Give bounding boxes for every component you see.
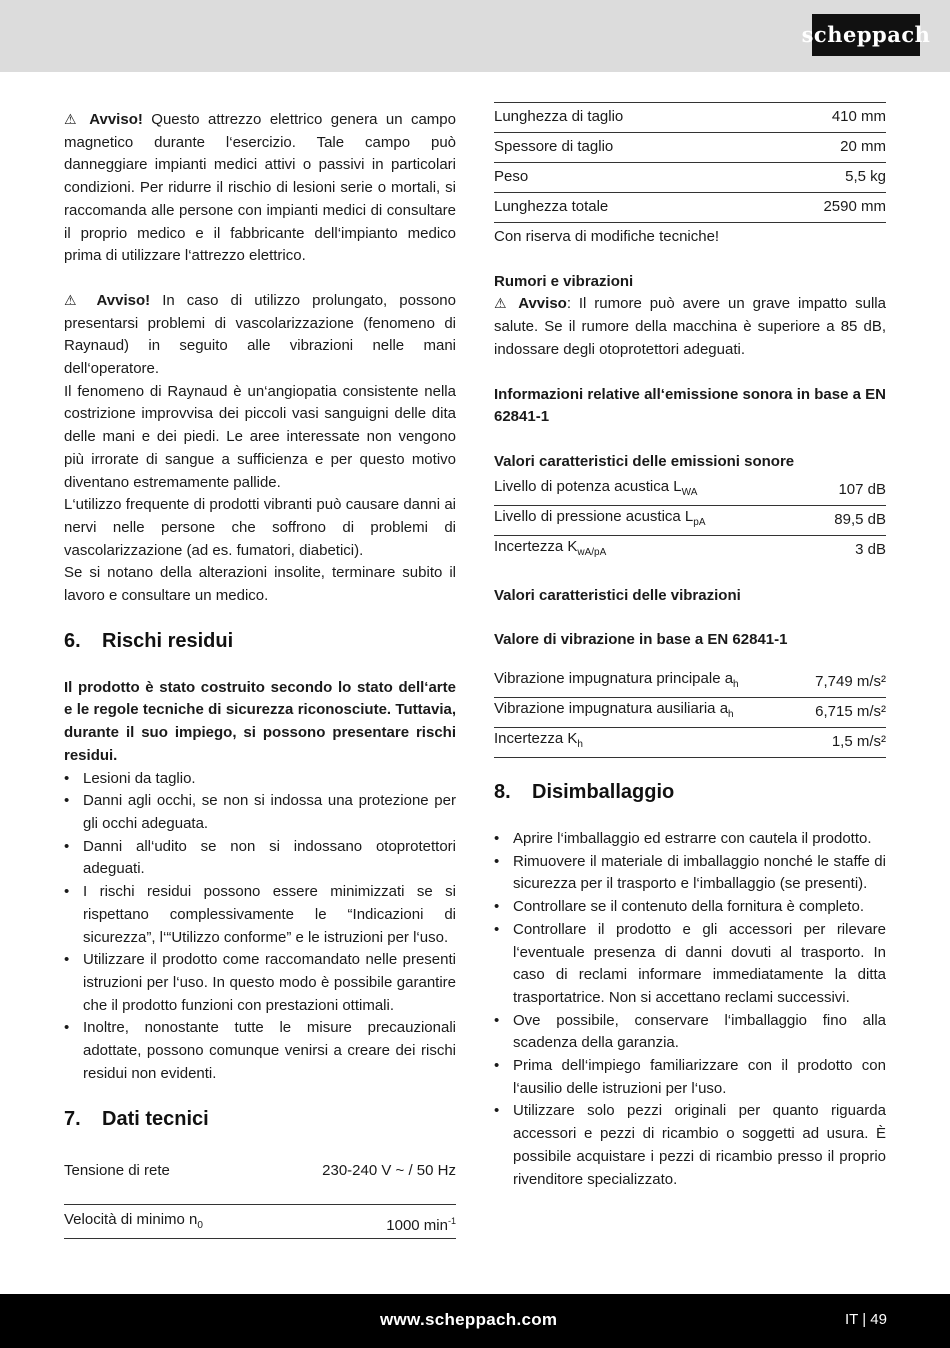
list-item: • Utilizzare il prodotto come raccomandato nelle presenti istruzioni per l‘uso. In questo modo è possibile garantire che il prodotto funzioni con prestazioni ottimali. xyxy=(64,949,456,1017)
table-row xyxy=(494,103,886,133)
raynaud-paragraph-3: Se si notano della alterazioni insolite, terminare subito il lavoro e consultare un medico. xyxy=(64,564,456,605)
noise-table xyxy=(494,476,886,565)
spec-value: 1,5 m/s² xyxy=(831,733,886,751)
section-heading-technical-data: 7. Dati tecnici xyxy=(64,1108,209,1131)
noise-heading: Rumori e vibrazioni xyxy=(494,272,634,290)
list-item: • Aprire l‘imballaggio ed estrarre con cautela il prodotto. xyxy=(494,828,886,851)
list-item: • Inoltre, nonostante tutte le misure precauzionali adottate, possono comunque venirsi a creare dei rischi residui non evidenti. xyxy=(64,1017,456,1085)
emission-values-heading: Valori caratteristici delle emissioni sonore xyxy=(494,452,795,470)
spec-value: 410 mm xyxy=(831,108,886,126)
spec-label: Lunghezza di taglio xyxy=(494,108,624,126)
warning-vibration xyxy=(64,290,456,381)
footer-bar xyxy=(0,1294,950,1348)
list-item: • Ove possibile, conservare l‘imballaggio fino alla scadenza della garanzia. xyxy=(494,1010,886,1055)
warning-triangle-icon: ⚠ xyxy=(64,112,81,128)
spec-label: Incertezza $K_{wA/pA}$ xyxy=(494,537,607,558)
table-row xyxy=(494,535,886,565)
list-item: • Danni agli occhi, se non si indossa una protezione per gli occhi adeguata. xyxy=(64,790,456,835)
spec-value: 7,749 m/s² xyxy=(815,673,886,691)
table-row xyxy=(494,668,886,698)
noise-warning: ⚠ Avviso: Il rumore può avere un grave impatto sulla salute. Se il rumore della macchina è superiore a 85 dB, indossare degli otoprotettori adeguati. xyxy=(494,295,886,358)
raynaud-paragraph-2: L‘utilizzo frequente di prodotti vibranti può causare danni ai nervi nelle persone che soffrono di problemi di vascolarizzazione (ad es. fumatori, diabetici). xyxy=(64,496,456,559)
spec-value: 3 dB xyxy=(855,540,886,558)
spec-label: Vibrazione impugnatura principale $a_h$ xyxy=(494,670,739,691)
warning-text: Questo attrezzo elettrico genera un campo magnetico durante l‘esercizio. Tale campo può danneggiare impianti medici attivi o passivi in particolari condizioni. Per ridurre il rischio di lesioni serie o mortali, si raccomanda alle persone con impianti medici di consultare il proprio medico e il fabbricante dell‘impianto medico prima di utilizzare l‘attrezzo elettrico. xyxy=(64,111,456,265)
right-column xyxy=(494,102,886,1191)
table-row xyxy=(64,1204,456,1238)
spec-value: 107 dB xyxy=(838,480,886,498)
warning-triangle-icon: ⚠ xyxy=(494,296,511,313)
spec-note: Con riserva di modifiche tecniche! xyxy=(494,228,720,245)
list-item: • Rimuovere il materiale di imballaggio nonché le staffe di sicurezza per il trasporto e l‘imballaggio (se presenti). xyxy=(494,851,886,896)
list-item: • Utilizzare solo pezzi originali per quanto riguarda accessori e pezzi di ricambio o soggetti ad usura. È possibile acquistare i pezzi di ricambio presso il proprio rivenditore specializzato. xyxy=(494,1100,886,1191)
spec-label: Peso xyxy=(494,168,529,186)
spec-value: 2590 mm xyxy=(823,198,886,216)
technical-data-table-right xyxy=(494,102,886,223)
residual-risks-intro: Il prodotto è stato costruito secondo lo stato dell‘arte e le regole tecniche di sicurezza riconosciute. Tuttavia, durante il suo impiego, si possono presentare rischi residui. xyxy=(64,678,456,764)
warning-magnetic-field xyxy=(64,109,456,268)
spec-value: 89,5 dB xyxy=(834,510,886,528)
spec-label: Velocità di minimo $n_0$ xyxy=(64,1211,203,1232)
list-item: • Danni all‘udito se non si indossano otoprotettori adeguati. xyxy=(64,836,456,881)
spec-value: 1000 $\min^{-1}$ xyxy=(386,1216,456,1235)
table-row xyxy=(494,133,886,163)
brand-logo: scheppach xyxy=(812,14,920,56)
spec-value: 20 mm xyxy=(840,138,886,156)
warning-label: Avviso! xyxy=(96,291,151,309)
table-row xyxy=(494,728,886,758)
spec-label: Tensione di rete xyxy=(64,1162,170,1180)
warning-text: In caso di utilizzo prolungato, possono presentarsi problemi di vascolarizzazione (fenomeno di Raynaud) in seguito alle vibrazioni nelle mani dell‘operatore. xyxy=(64,291,456,378)
spec-label: Livello di potenza acustica $L_{WA}$ xyxy=(494,477,698,498)
vibration-heading: Valori caratteristici delle vibrazioni xyxy=(494,586,741,604)
spec-value: 6,715 m/s² xyxy=(815,703,886,721)
spec-label: Vibrazione impugnatura ausiliaria $a_h$ xyxy=(494,700,734,721)
table-row xyxy=(64,1158,456,1204)
unpacking-list xyxy=(494,828,886,1191)
table-row xyxy=(494,163,886,193)
table-row xyxy=(494,476,886,506)
technical-data-table-left xyxy=(64,1158,456,1239)
list-item: • Controllare il prodotto e gli accessori per rilevare l‘eventuale presenza di danni dovuti al trasporto. In caso di reclami informare immediatamente la ditta trasportatrice. Non si accettano reclami successivi. xyxy=(494,919,886,1010)
section-heading-residual-risks: 6. Rischi residui xyxy=(64,629,234,652)
footer-url[interactable]: www.scheppach.com xyxy=(380,1310,558,1329)
warning-triangle-icon: ⚠ xyxy=(64,292,85,309)
spec-label: Spessore di taglio xyxy=(494,138,614,156)
list-item: • Controllare se il contenuto della fornitura è completo. xyxy=(494,896,886,919)
emission-info-heading: Informazioni relative all‘emissione sonora in base a EN 62841-1 xyxy=(494,385,886,426)
list-item: • Lesioni da taglio. xyxy=(64,768,456,791)
spec-value: 230-240 V ~ / 50 Hz xyxy=(322,1162,456,1180)
residual-risks-list xyxy=(64,768,456,1086)
spec-label: Lunghezza totale xyxy=(494,198,609,216)
section-heading-unpacking: 8. Disimballaggio xyxy=(494,781,675,804)
header-bar xyxy=(0,0,950,72)
spec-label: Livello di pressione acustica $L_{pA}$ xyxy=(494,507,706,528)
spec-label: Incertezza $K_h$ xyxy=(494,730,583,751)
table-row xyxy=(494,698,886,728)
left-column xyxy=(64,109,456,1239)
warning-label: Avviso! xyxy=(89,111,143,128)
table-row xyxy=(494,505,886,535)
raynaud-paragraph-1: Il fenomeno di Raynaud è un‘angiopatia consistente nella costrizione improvvisa dei piccoli vasi sanguigni delle dita delle mani e dei piedi. Le aree interessate non vengono più irrorate di sangue a sufficienza e per questo motivo diventano estremamente pallide. xyxy=(64,382,456,491)
page-number: IT | 49 xyxy=(845,1311,887,1328)
list-item: • I rischi residui possono essere minimizzati se si rispettano complessivamente le “Indicazioni di sicurezza”, l‘“Utilizzo conforme” e le istruzioni per l‘uso. xyxy=(64,881,456,949)
table-row xyxy=(494,193,886,223)
vibration-value-heading: Valore di vibrazione in base a EN 62841-1 xyxy=(494,631,788,649)
list-item: • Prima dell‘impiego familiarizzare con il prodotto con l‘ausilio delle istruzioni per l‘uso. xyxy=(494,1055,886,1100)
spec-value: 5,5 kg xyxy=(845,168,886,186)
vibration-table xyxy=(494,668,886,758)
